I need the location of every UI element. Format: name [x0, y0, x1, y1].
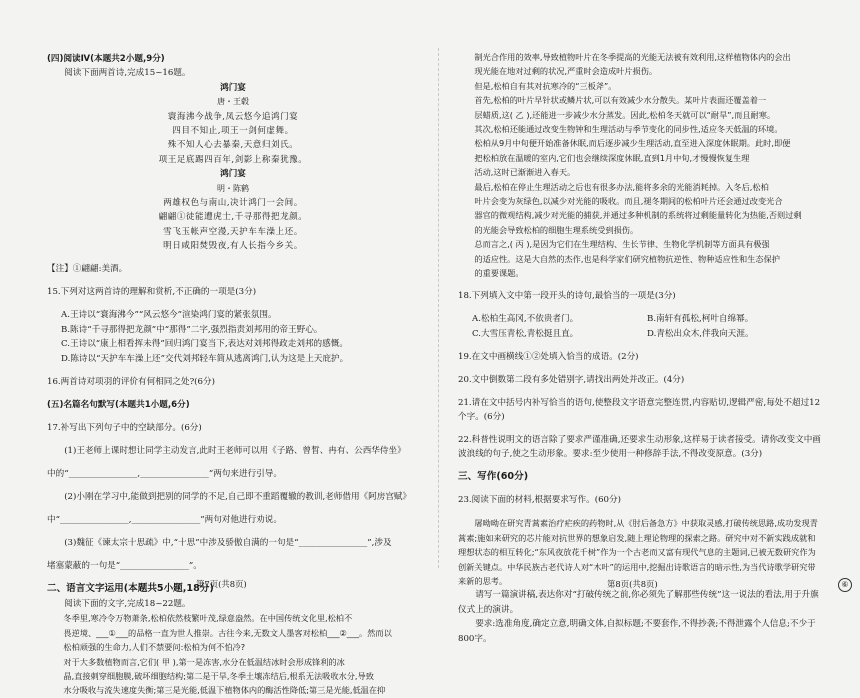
q15-option-b: B.陈诗“千寻那得把龙颜”中“那得”二字,强烈指责刘邦用的帝王野心。: [61, 324, 323, 335]
writing-material: 屠呦呦在研究青蒿素治疗疟疾的药物时,从《肘后备急方》中获取灵感,打破传统思路,成功发现青蒿素;施如来研究的芯片能对抗世界的想象启发,随上理论物理的探索之路。研究中对不新实践成就和理想状态的相互转化;“东风夜放花千树”作为一个古老而又富有现代气息的主题词,已被无数研究作为创新关键点。中华民族古老代诗人对“木叶”的运用中,挖掘出诗歌语言的暗示性,为当代诗歌学研究带来新的思考。: [458, 518, 818, 586]
passage-line: 的光能会导致松柏的细胞生理系统受到损伤。: [474, 224, 639, 235]
page-number-left: 第7页(共8页): [196, 579, 247, 589]
poem2-line: 雪飞玉帐声空漫,天护车车澡上还。: [163, 226, 303, 237]
q18-options-row: [472, 327, 822, 341]
question-17: 17.补写出下列句子中的空缺部分。(6分): [47, 422, 202, 433]
poem1-author: 唐・王毂: [217, 97, 249, 107]
q17-item: 中的“________________,________________”两句来进行引导。: [47, 468, 282, 479]
question-15: 15.下列对这两首诗的理解和赏析,不正确的一项是(3分): [47, 287, 257, 298]
poem1-line: 项王足底踢四百年,剑影上称秦犹豫。: [158, 154, 308, 165]
poem-note: 【注】①翩翩:美酒。: [47, 264, 128, 275]
q18-option-c: C.大雪压青松,青松挺且直。: [472, 328, 579, 339]
passage-line: 畏逆境、___①___的品格一直为世人推崇。古往今来,无数文人墨客对松柏___②___。然而以: [63, 627, 392, 638]
q17-item: 堵塞蒙蔽的一句是“________________”。: [47, 560, 202, 571]
q17-item: (1)王老师上课时想让同学主动发言,此时王老师可以用《子路、曾晳、冉有、公西华侍坐》: [64, 445, 406, 456]
passage-line: 总而言之,( 丙 ),是因为它们在生理结构、生长节律、生物化学机制等方面具有极强: [474, 239, 770, 250]
poem2-line: 翩翩①徒能遭虎士,千寻那得把龙颜。: [158, 212, 308, 223]
q17-item: (3)魏征《谏太宗十思疏》中,“十思”中涉及骄傲自满的一句是“________________”,涉及: [64, 537, 392, 548]
passage-line: 制光合作用的效率,导致植物叶片在冬季提高的光能无法被有效利用,这样植物体内的会出: [474, 52, 791, 62]
passage-line: 但是,松柏自有其对抗寒冷的“三板斧”。: [474, 80, 617, 91]
section5-heading: (五)名篇名句默写(本题共1小题,6分): [47, 399, 190, 410]
question-22: 22.科普性说明文的语言除了要求严谨准确,还要求生动形象,这样易于读者接受。请你改变文中画波浪线的句子,使之生动形象。要求:至少使用一种修辞手法,不得改变原意。(3分): [458, 434, 821, 460]
passage-line: 器官的微观结构,减少对光能的捕获,并通过多种机制的系统将过剩能量转化为热能,否则过剩: [474, 210, 802, 221]
column-divider: [438, 48, 439, 568]
poem2-author: 明・陈鹤: [217, 183, 249, 193]
page-number-right: 第8页(共8页): [607, 579, 658, 589]
passage-line: 水分吸收与流失速度失衡;第三是光能,低温下植物体内的酶活性降低;第三是光能,低温在抑: [63, 685, 386, 696]
section2-intro: 阅读下面的文字,完成18~22题。: [64, 598, 191, 609]
writing-task: 请写一篇演讲稿,表达你对“打破传统之前,你必须先了解那些传统”这一说法的看法,用于升旗仪式上的演讲。: [458, 590, 819, 615]
passage-line: 首先,松柏的叶片早针状或鳞片状,可以有效减少水分散失。某叶片表面还覆盖着一: [474, 95, 767, 106]
poem1-title: 鸿门宴: [220, 82, 246, 93]
q15-option-c: C.王诗以“康上相看挥未得”回归鸿门宴当下,表达对刘邦得政走刘邦的感慨。: [61, 339, 348, 350]
question-21: 21.请在文中括号内补写恰当的语句,使整段文字语意完整连贯,内容贴切,逻辑严密,每处不超过12个字。(6分): [458, 397, 821, 422]
passage-line: 对于大多数植物而言,它们( 甲 ),第一是冻害,水分在低温结冰时会形成锋利的冰: [63, 656, 345, 667]
passage-line: 的重要课题。: [474, 268, 524, 279]
question-18: 18.下列填入文中第一段开头的诗句,最恰当的一项是(3分): [458, 291, 676, 302]
poem1-line: 寰海沸今战争,凤云悠今追鸿门宴: [167, 111, 299, 122]
q15-option-d: D.陈诗以“天护车车澡上还”交代刘邦轻车简从逃离鸿门,认为这是上天庇护。: [61, 353, 349, 364]
poem2-line: 明日咸阳焚毁夜,有人长指今乡关。: [163, 241, 303, 252]
passage-line: 松柏顽强的生命力,人们不禁要问:松柏为何不怕冷?: [63, 642, 246, 653]
poem2-line: 两雄权色与南山,决计鸿门一会间。: [163, 198, 303, 209]
q17-item: (2)小刚在学习中,能做到把别的同学的不足,自己即不重蹈覆辙的教训,老师借用《阿房宫赋》: [64, 491, 412, 502]
passage-line: 晶,直接刺穿细胞膜,破坏细胞结构;第二是干旱,冬季土壤冻结后,根系无法吸收水分,导致: [63, 670, 374, 681]
q18-option-d: D.青松出众木,伴我向天涯。: [647, 328, 754, 339]
question-19: 19.在文中画横线①②处填入恰当的成语。(2分): [458, 351, 639, 362]
section2-heading: 二、语言文字运用(本题共5小题,18分): [47, 582, 214, 594]
question-23: 23.阅读下面的材料,根据要求写作。(60分): [458, 495, 621, 506]
passage-line: 其次,松柏还能通过改变生物钟和生理活动与季节变化的同步性,适应冬天低温的环境。: [474, 124, 783, 135]
q18-option-a: A.松柏生高冈,不依贵者门。: [472, 314, 579, 325]
q17-item: 中“________________,________________”两句对他进行劝说。: [47, 514, 282, 525]
section4-heading: (四)阅读Ⅳ(本题共2小题,9分): [47, 54, 165, 64]
passage-line: 叶片会变为灰绿色,以减少对光能的吸收。而且,褪冬期间的松柏叶片还会通过改变光合: [474, 196, 783, 207]
q18-option-b: B.南轩有孤松,柯叶自绵幂。: [647, 314, 754, 325]
passage-line: 松柏从9月中旬便开始准备休眠,而后逐步减少生理活动,直至进入深度休眠期。此时,即便: [474, 138, 791, 149]
poem2-title: 鸿门宴: [220, 169, 246, 180]
poem1-line: 殊不知人心去暴秦,天意归刘氏。: [167, 140, 299, 151]
passage-line: 冬季里,寒冷令万物萧条,松柏依然枝繁叶茂,绿意盎然。在中国传统文化里,松柏不: [63, 613, 353, 624]
left-column: [47, 52, 419, 698]
section3-heading: 三、写作(60分): [458, 471, 529, 483]
corner-mark: ⑥: [838, 578, 852, 592]
question-16: 16.两首诗对项羽的评价有何相同之处?(6分): [47, 376, 215, 387]
passage-line: 活动,这时已渐渐进入春天。: [474, 167, 576, 178]
writing-requirements: 要求:选准角度,确定立意,明确文体,自拟标题;不要套作,不得抄袭;不得泄露个人信息;不少于800字。: [458, 619, 816, 644]
passage-line: 最后,松柏在停止生理活动之后也有很多办法,能将多余的光能消耗掉。入冬后,松柏: [474, 181, 769, 192]
q15-option-a: A.王诗以“寰海沸今”“风云悠今”渲染鸿门宴的紧张氛围。: [61, 310, 277, 321]
right-column: [458, 50, 822, 646]
poem1-line: 四目不知止,项王一剑何虚舞。: [172, 126, 294, 137]
section4-intro: 阅读下面两首诗,完成15~16题。: [64, 68, 191, 79]
q18-options-row: [472, 312, 822, 326]
question-20: 20.文中倒数第二段有多处错别字,请找出两处并改正。(4分): [458, 374, 685, 385]
passage-line: 现光能在地对过剩的状况,严重时会造成叶片损伤。: [474, 66, 658, 77]
passage-line: 的适应性。这是大自然的杰作,也是科学家们研究植物抗逆性、物种适应性和生态保护: [474, 253, 780, 264]
passage-line: 层蜡质,这( 乙 ),还能进一步减少水分蒸发。因此,松柏冬天就可以“耐旱”,而且耐寒。: [474, 109, 776, 120]
passage-line: 把松柏放在温暖的室内,它们也会继续深度休眠,直到1月中旬,才慢慢恢复生理: [474, 152, 750, 163]
